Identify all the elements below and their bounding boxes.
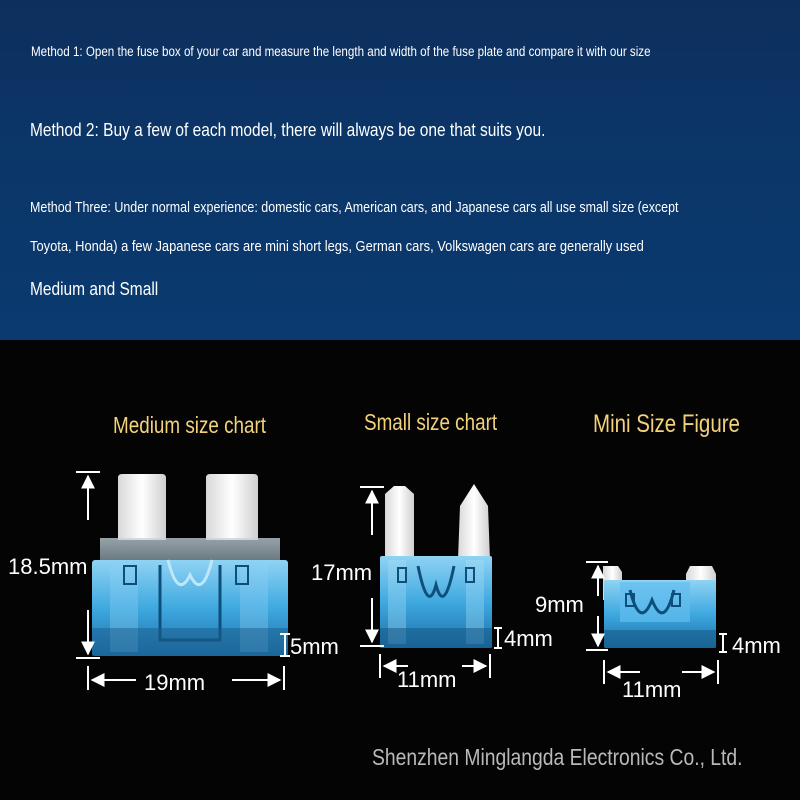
small-fuse-right-prong xyxy=(458,484,490,560)
medium-height-label: 18.5mm xyxy=(8,554,88,579)
mini-width-label: 11mm xyxy=(622,677,682,702)
method-3-text-line-1: Method Three: Under normal experience: domestic cars, American cars, and Japanese cars all use small size (except xyxy=(30,200,679,216)
small-height-label: 17mm xyxy=(311,560,373,585)
mini-fuse xyxy=(603,566,716,648)
small-width-label: 11mm xyxy=(397,667,457,692)
method-2-text: Method 2: Buy a few of each model, there will always be one that suits you. xyxy=(30,120,546,140)
medium-width-label: 19mm xyxy=(144,670,206,695)
mini-base-label: 4mm xyxy=(732,633,781,658)
mini-height-label: 9mm xyxy=(535,592,584,617)
medium-chart-title: Medium size chart xyxy=(113,412,267,438)
small-fuse-left-prong xyxy=(385,486,414,560)
medium-base-label: 5mm xyxy=(290,634,339,659)
mini-chart-title: Mini Size Figure xyxy=(593,410,740,438)
small-base-label: 4mm xyxy=(504,626,553,651)
medium-fuse-left-prong xyxy=(118,474,166,540)
small-chart-title: Small size chart xyxy=(364,409,498,435)
medium-fuse-right-prong xyxy=(206,474,258,540)
medium-fuse xyxy=(92,474,288,656)
method-3-text-line-2: Toyota, Honda) a few Japanese cars are mini short legs, German cars, Volkswagen cars are generally used xyxy=(30,238,644,255)
method-3-text-line-3: Medium and Small xyxy=(30,279,159,299)
company-watermark: Shenzhen Minglangda Electronics Co., Ltd. xyxy=(372,744,743,770)
method-1-text: Method 1: Open the fuse box of your car and measure the length and width of the fuse plate and compare it with our size xyxy=(31,44,651,59)
small-fuse xyxy=(380,484,492,648)
